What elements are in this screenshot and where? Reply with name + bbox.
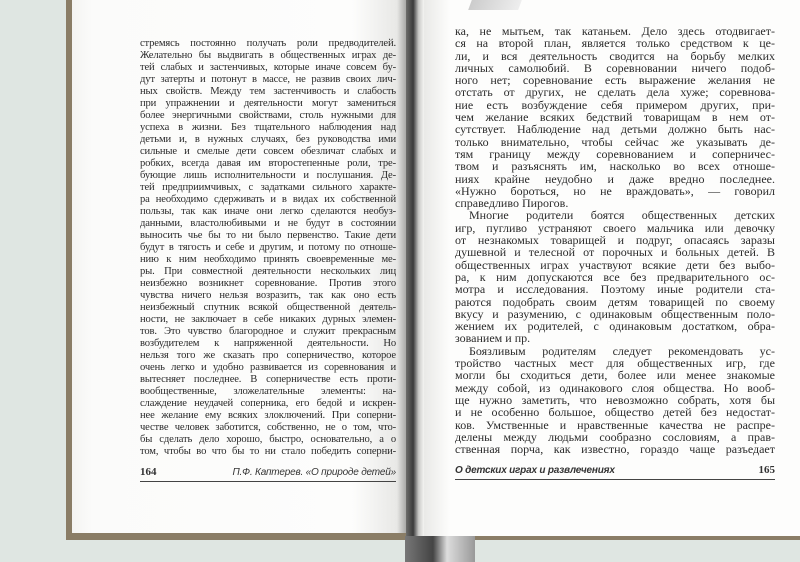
text-line: ного нет; соревнование есть выражение желания не [455,73,775,88]
page-number: 165 [758,464,775,476]
text-line: неизбежный спутник всякой общественной деятель- [140,302,396,313]
text-line: душевной и телесной от порочных и больных детей. В [455,245,775,260]
text-line: ных свойств. Между тем застенчивость и слабость [140,86,396,97]
text-line: ся на второй план, является только средством к це- [455,36,775,51]
text-line: «Нужно бороться, но не враждовать», — говорил [455,183,775,198]
text-line: личных самолюбий. В соревновании ничего подоб- [455,60,775,75]
right-page-footer [455,464,775,480]
text-line: более энергичными свойствами, столь нужными для [140,110,396,121]
text-line: от незнакомых товарищей и подруг, опасаясь заразы [455,233,775,248]
text-line: ще нужно заметить, что невозможно собрать, хотя бы [455,392,775,407]
text-line: между собой, из одинакового слоя общества. Но вооб- [455,380,775,395]
text-line: детьми и, в нужных случаях, без руководства ими [140,134,396,145]
text-line: ра, к ним допускаются все без предварительного ос- [455,269,775,284]
text-line: отстать от других, не сделать дела хуже; соревнова- [455,85,775,100]
left-page-body [140,38,396,458]
text-line: ка, не мытьем, так катаньем. Дело здесь отодвигает- [455,24,775,38]
text-line: стремясь постоянно получать роли предводителей. [140,38,396,49]
left-page-footer [140,466,396,482]
text-line: тей слабых и застенчивых, которые иначе совсем бу- [140,62,396,73]
text-line: общественных играх участвуют всякие дети без выбо- [455,257,775,272]
text-line: только внимательно, чтобы сейчас же указывать де- [455,134,775,149]
text-line: могли бы сходиться дети, более или менее знакомые [455,368,775,383]
text-line: бующие лишь исполнительности и послушания. Де- [140,170,396,181]
text-line: ниях крайне неудобно и даже вредно последнее. [455,171,775,186]
text-line: сутствует. Наблюдение над детьми должно быть нас- [455,122,775,137]
text-line: зованием и пр. [455,331,531,346]
text-line: робких, всегда давая им второстепенные роли, тре- [140,158,396,169]
right-page-body [455,25,775,455]
spine-holder [405,536,475,562]
text-line: жением их родителей, с одинаковым достатком, обра- [455,319,775,334]
text-line: дут затерты и потонут в массе, не развив своих лич- [140,74,396,85]
text-line: выносить чье бы то ни было первенство. Такие дети [140,230,396,241]
text-line: тей предприимчивых, с задатками сильного характе- [140,182,396,193]
text-line: Многие родители боятся общественных детских [469,208,775,223]
text-line: ков. Умственные и нравственные качества не распре- [455,417,775,432]
text-line: вкусу и разумению, с одинаковым общественным поло- [455,306,775,321]
text-line: будут в тягость и себе и другим, и потому по отноше- [140,242,396,253]
page-clip [468,0,522,10]
text-line: ры. При совместной деятельности нескольких лиц [140,266,396,277]
text-line: пользы, так как иначе они легко сделаются необуз- [140,206,396,217]
book-gutter [406,0,424,540]
text-line: при упражнении и деятельности могут замениться [140,98,396,109]
text-line: справедливо Пирогов. [455,196,569,211]
text-line: ственная порча, как известно, гораздо чаще разъедает [455,442,775,457]
text-line: чем желание всяких бедствий товарищам в нем от- [455,110,775,125]
text-line: мотра и исследования. Поэтому иные родители ста- [455,282,775,297]
text-line: раются подобрать своим детям товарищей по своему [455,294,775,309]
text-line: возбудителем к напряженной деятельности. Но [140,338,396,349]
text-line: тям границу между соревнованием и соперничес- [455,146,775,161]
text-line: вытесняет последнее. В соперничестве есть проти- [140,374,396,385]
text-line: игр, пугливо устраняют своего мальчика или девочку [455,220,775,235]
text-line: твом и разъяснять им, насколько во всех отноше- [455,159,775,174]
text-line: чувства ничего нельзя возразить, так как оно есть [140,290,396,301]
text-line: Желательно бы выдвигать в общественных играх де- [140,50,396,61]
text-line: Боязливым родителям следует рекомендовать ус- [469,343,775,358]
text-line: очень легко и удобно развивается из соревнования и [140,362,396,373]
text-line: ли, и вся деятельность сводится на борьбу мелких [455,48,775,63]
running-head: О детских играх и развлечениях [455,465,615,476]
text-line: ра необходимо сдерживать и в видах их собственной [140,194,396,205]
text-line: тов. Это чувство благородное и служит прекрасным [140,326,396,337]
text-line: нее желание ему всяких злоключений. При соперни- [140,410,396,421]
text-line: вообщественные, зложелательные элементы: на- [140,386,396,397]
page-number: 164 [140,466,157,478]
text-line: тройство частных мест для общественных игр, где [455,356,775,371]
text-line: данными, властолюбивыми и не будут в состоянии [140,218,396,229]
text-line: неизбежно возникнет соревнование. Против этого [140,278,396,289]
text-line: честве человек заботится, собственно, не о том, что- [140,422,396,433]
running-head: П.Ф. Каптерев. «О природе детей» [232,467,396,478]
text-line: слаждение неудачей соперника, его бедой и искрен- [140,398,396,409]
text-line: бы сделать дело хорошо, быстро, основательно, а о [140,434,396,445]
text-line: делены между людьми сообразно сословиям, а прав- [455,429,775,444]
text-line: сильные и смелые дети совсем обезличат слабых и [140,146,396,157]
text-line: нельзя того же сказать про соперничество, которое [140,350,396,361]
text-line: том, чтобы во что бы то ни стало победить соперни- [140,446,396,457]
text-line: ности, не заключает в себе никаких дурных элемен- [140,314,396,325]
text-line: ние есть возбуждение себя примером других, при- [455,97,775,112]
text-line: нию к ним необходимо принять своевременные ме- [140,254,396,265]
text-line: успеха в жизни. Без тщательного наблюдения над [140,122,396,133]
text-line: и не особенно большое, общество детей без недостат- [455,405,775,420]
